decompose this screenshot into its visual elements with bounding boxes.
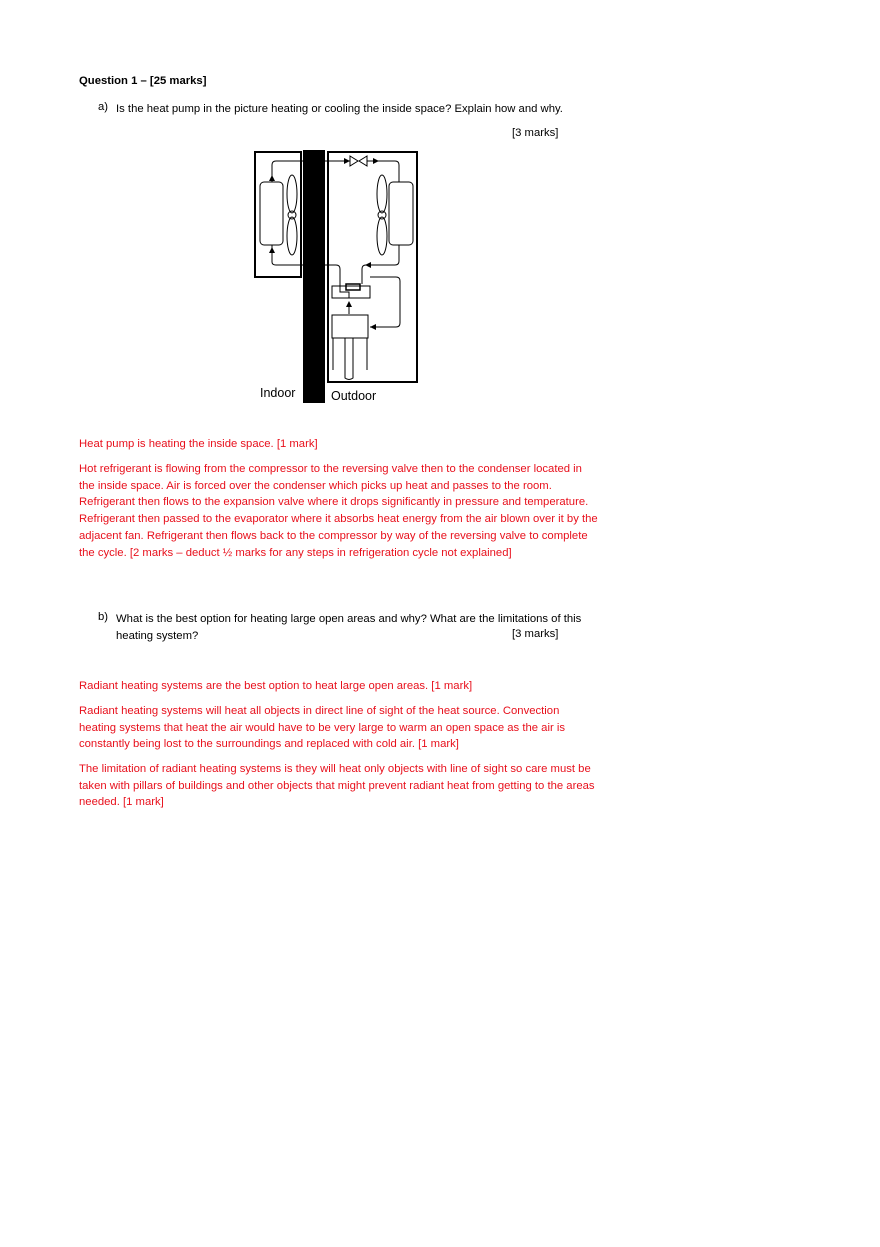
reversing-valve: [332, 286, 370, 298]
part-a-marks: [3 marks]: [512, 127, 559, 139]
part-b-marks: [3 marks]: [512, 628, 559, 640]
part-a-label: a): [98, 101, 109, 113]
indoor-fan-icon: [287, 175, 297, 255]
wall: [303, 150, 325, 403]
part-b-answer-2: Radiant heating systems will heat all objects in direct line of sight of the heat source. Convection heating systems that heat the air would have to be very large to warm an open space as the air is constantly being lost to the surroundings and replaced with cold air. [1 mark]: [79, 705, 566, 751]
outdoor-unit-box: [328, 152, 417, 382]
outdoor-coil: [389, 182, 413, 245]
expansion-valve-icon: [350, 156, 367, 166]
question-title: Question 1 – [25 marks]: [79, 75, 207, 87]
indoor-unit-box: [255, 152, 301, 277]
compressor: [332, 315, 368, 338]
part-b-question: What is the best option for heating large open areas and why? What are the limitations of this heating system?: [116, 613, 582, 642]
part-a-question: Is the heat pump in the picture heating or cooling the inside space? Explain how and why.: [116, 103, 563, 115]
outdoor-fan-icon: [377, 175, 387, 255]
indoor-label: Indoor: [260, 386, 296, 400]
part-b-label: b): [98, 611, 109, 623]
part-b-answer-1: Radiant heating systems are the best option to heat large open areas. [1 mark]: [79, 680, 473, 692]
reversing-valve-slide: [346, 284, 360, 290]
heat-pump-diagram: [0, 0, 880, 420]
part-a-answer-1: Heat pump is heating the inside space. [1 mark]: [79, 438, 318, 450]
part-a-answer-2: Hot refrigerant is flowing from the compressor to the reversing valve then to the condenser located in the inside space. Air is forced over the condenser which picks up heat and passes to the room. Refrigerant then flows to the expansion valve where it drops significantly in pressure and temperature. Refrigerant then passed to the evaporator where it absorbs heat energy from the air blown over it by the adjacent fan. Refrigerant then flows back to the compressor by way of the reversing valve to complete the cycle. [2 marks – deduct ½ marks for any steps in refrigeration cycle not explained]: [79, 463, 598, 559]
indoor-coil: [260, 182, 283, 245]
part-b-answer-3: The limitation of radiant heating systems is they will heat only objects with line of sight so care must be taken with pillars of buildings and other objects that might prevent radiant heat from getting to the areas needed. [1 mark]: [79, 763, 595, 809]
outdoor-label: Outdoor: [331, 389, 377, 403]
